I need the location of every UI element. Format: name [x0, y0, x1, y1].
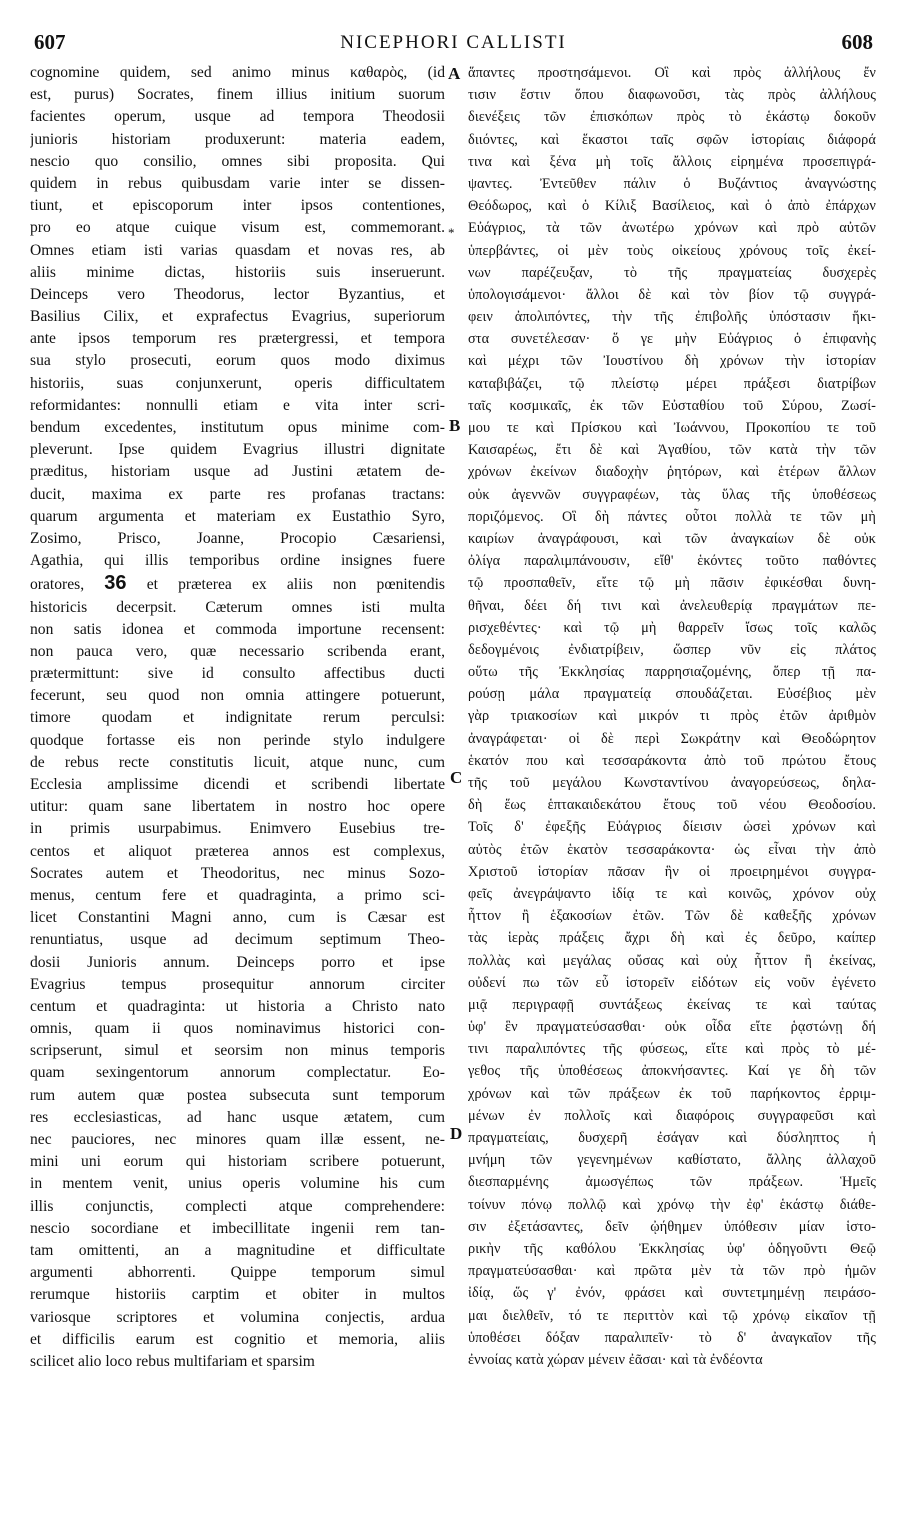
greek-text-line: οὐδενί πω τῶν εὖ ἱστορεῖν εἰδότων εἰς νοῦν ἐγένετο	[468, 974, 876, 991]
greek-text-line: διιόντες, καὶ ἕκαστοι ταῖς σφῶν ἱστορίαις διάφορά	[468, 131, 876, 148]
latin-text-line: facientes operum, usque ad tempora Theodosii	[30, 108, 445, 126]
greek-text-line: τῷ προσπαθεῖν, εἴτε τῷ μὴ πᾶσιν ἐφικέσθαι δυνη-	[468, 575, 876, 592]
latin-text-line: rerumque historiis carptim et obiter in multos	[30, 1286, 445, 1304]
greek-text-line: ἀναγράφεται· οἱ δὲ περὶ Σωκράτην καὶ Θεοδώρητον	[468, 730, 876, 747]
latin-text-line: nescio socordiane et imbecillitate ingenii rem tan-	[30, 1219, 445, 1237]
greek-text-line: ὑφ' ἓν πραγματεύσασθαι· οὐκ οἶδα εἴτε ῥᾳστώνῃ δή	[468, 1019, 876, 1036]
latin-text-line: illis conjunctis, complecti atque comprehendere:	[30, 1197, 445, 1215]
latin-text-line: Evagrius tempus prosequitur annorum circiter	[30, 975, 445, 993]
greek-text-line: σιν ἐξετάσαντες, δεῖν ᾠήθημεν ὑπόθεσιν μίαν ἱστο-	[468, 1218, 876, 1235]
greek-text-line: πραγματείαις, δυσχερῆ ἐσάγαν καὶ δύσληπτος ἡ	[468, 1130, 876, 1146]
greek-text-line: δεδογμένοις ἐνδιατρίβειν, ὥσπερ νῦν εἰς πλάτος	[468, 641, 876, 658]
latin-text-line: in primis usurpabimus. Enimvero Eusebius tre-	[30, 820, 445, 838]
page-number-left: 607	[34, 30, 66, 54]
latin-text-line: Deinceps vero Theodorus, lector Byzantius, et	[30, 285, 445, 303]
latin-text-line: scilicet alio loco rebus multifariam et sparsim	[30, 1352, 315, 1370]
greek-text-line: διενέξεις τῶν ἐπισκόπων πρὸς τὸ ἑκάστῳ δοκοῦν	[468, 109, 876, 126]
latin-text-line: utitur: quam sane libertatem in nostro hoc opere	[30, 798, 445, 816]
section-marker-a: A	[448, 64, 461, 83]
greek-text-line: ὑπερβάντες, οἱ μὲν τοὺς οἰκείους χρόνους τοῖς ἐκεί-	[468, 242, 876, 259]
greek-text-line: στα συνετέλεσαν· ὅ γε μὴν Εὐάγριος ὁ ἐπιφανὴς	[468, 331, 876, 348]
greek-text-line: δὴ ἕως ἑπτακαιδεκάτου ἔτους τοῦ νέου Θεοδοσίου.	[468, 797, 876, 814]
latin-column	[30, 62, 445, 1373]
latin-text-line: fecerunt, seu quod non omnia attingere potuerunt,	[30, 687, 445, 705]
latin-text-line: in mentem venit, unius operis volumine his cum	[30, 1175, 445, 1193]
latin-text-line: nec pauciores, nec minores quam illæ essent, ne-	[30, 1131, 445, 1148]
greek-text-line: μνήμη τῶν γεγενημένων καθίστατο, ἄλλης ἀλλαχοῦ	[468, 1152, 876, 1169]
greek-text-line: ἐννοίας κατὰ χώραν μένειν ἐᾶσαι· καὶ τὰ ἐνδέοντα	[468, 1351, 763, 1368]
marginal-number: 36	[104, 572, 127, 595]
latin-text-line: reformidantes: nonnulli etiam e vita inter scri-	[30, 396, 445, 414]
greek-text-line: τινι παραλιπόντες τῆς φύσεως, εἴτε καὶ πρὸς τὸ μέ-	[468, 1041, 876, 1058]
latin-text-line: nescio quo consilio, omnes sibi proposita. Qui	[30, 152, 445, 170]
latin-text-line: non pauca vero, quæ necessario scribenda erant,	[30, 642, 445, 660]
greek-text-line: τῆς τοῦ μεγάλου Κωνσταντίνου ἀναγορεύσεως, δηλα-	[468, 775, 876, 791]
latin-text-line: Ecclesia amplissime dicendi et scribendi libertate	[30, 776, 445, 793]
latin-text-line: sua stylo prosecuti, eorum quos modo diximus	[30, 352, 445, 370]
latin-text-line: timore quodam et indignitate rerum perculsi:	[30, 709, 445, 727]
latin-text-line: historiis, suas conjunxerunt, operis difficultatem	[30, 374, 445, 392]
greek-text-line: Χριστοῦ ἱστορίαν πᾶσαν ἣν οἱ προειρημένοι συγγρα-	[468, 863, 876, 880]
greek-text-line: ρούσῃ μάλα πραγματείᾳ σπουδάζεται. Εὐσέβιος μὲν	[468, 686, 876, 703]
latin-text-line: Agathia, qui illis temporibus ordine insignes fuere	[30, 552, 445, 570]
greek-text-line: μου τε καὶ Πρίσκου καὶ Ἰωάννου, Προκοπίου τε τοῦ	[468, 420, 876, 436]
section-marker-c: C	[450, 768, 463, 787]
greek-text-line: φειν ἀπολιπόντες, τὴν τῆς ἐπιβολῆς ὑπόστασιν ἥκι-	[468, 309, 876, 326]
latin-text-line: rum autem quæ postea subsecuta sunt temporum	[30, 1086, 445, 1104]
latin-text-line: variosque scriptores et volumina conjectis, ardua	[30, 1308, 445, 1326]
latin-text-line: oratores, 36 et præterea ex aliis non pœnitendis	[30, 572, 445, 595]
greek-text-line: χρόνων καὶ τῶν πράξεων ἐκ τοῦ παρήκοντος ἐρριμ-	[468, 1085, 876, 1102]
latin-text-line: centum et quadraginta: ut historia a Christo nato	[30, 997, 445, 1015]
latin-text-line: ante ipsos temporum res prætergressi, et tempora	[30, 330, 445, 348]
greek-text-line: πολλὰς καὶ μεγάλας οὔσας καὶ οὐχ ἧττον ἢ ἐκείνας,	[468, 952, 876, 969]
footnote-star: *	[448, 225, 455, 240]
latin-text-line: tam omittenti, an a magnitudine et difficultate	[30, 1241, 445, 1259]
greek-text-line: οὕτω τῆς Ἐκκλησίας παρρησιαζομένης, ὅπερ τῇ πα-	[468, 664, 876, 681]
latin-text-line: Basilius Cilix, et exprafectus Evagrius, superiorum	[30, 308, 445, 326]
greek-text-line: καταβιβάζει, τῷ πλείστῳ μέρει πράξεσι διατρίβων	[468, 375, 876, 392]
latin-text-line: et difficilis earum est cognitio et memoria, aliis	[30, 1330, 445, 1348]
greek-text-line: οὐκ ἀγεννῶν συγγραφέων, τὰς ὕλας τῆς ὑποθέσεως	[468, 486, 876, 503]
latin-text-line: licet Constantini Magni anno, cum is Cæsar est	[30, 909, 445, 927]
latin-text-line: centos et aliquot præterea annos est complexus,	[30, 842, 445, 860]
greek-text-line: Καισαρέως, ἔτι δὲ καὶ Ἀγαθίου, τῶν κατὰ τὴν τῶν	[468, 442, 876, 459]
latin-text-line: tiunt, et episcoporum inter ipsos contentiones,	[30, 197, 445, 215]
latin-text-line: de rebus recte constitutis licuit, atque nunc, cum	[30, 753, 445, 771]
greek-text-line: χρόνων ἐκείνων διαδοχὴν ῥητόρων, καὶ ἑτέρων ἄλλων	[468, 464, 876, 481]
latin-text-line: prætermittunt: sive id consulto affectibus ducti	[30, 665, 445, 683]
latin-text-line: mini uni eorum qui historiam scribere potuerunt,	[30, 1153, 445, 1171]
greek-text-line: Θεόδωρος, καὶ ὁ Κίλιξ Βασίλειος, καὶ ὁ ἀπὸ ἐπάρχων	[468, 198, 876, 215]
greek-text-line: Τοῖς δ' ἐφεξῆς Εὐάγριος δίεισιν ὡσεὶ χρόνων καὶ	[468, 819, 876, 836]
latin-text-line: omnis, quam ii quos nominavimus historici con-	[30, 1020, 445, 1038]
latin-text-line: argumenti abhorrenti. Quippe temporum simul	[30, 1264, 445, 1282]
latin-text-line: ducit, maxima ex parte res profanas tractans:	[30, 485, 445, 503]
latin-text-line: Socrates autem et Theodoritus, nec minus Sozo-	[30, 864, 445, 882]
greek-text-line: μαι διελθεῖν, τό τε περιττὸν καὶ τῷ χρόνῳ εἰκαῖον τῇ	[468, 1307, 876, 1324]
greek-text-line: ὑπολογισάμενοι· ἄλλοι δὲ καὶ τὸν βίον τῷ συγγρά-	[468, 286, 876, 303]
latin-text-line: cognomine quidem, sed animo minus καθαρὸς, (id	[30, 64, 445, 81]
latin-text-line: Omnes etiam isti varias quasdam et novas res, ab	[30, 241, 445, 259]
greek-text-line: φεῖς ἀνεγράψαντο ἰδίᾳ τε καὶ κοινῶς, χρόνον οὐχ	[468, 885, 876, 902]
greek-text-line: αὐτὸς ἐτῶν ἑκατὸν τεσσαράκοντα· ὡς εἶναι τὴν ἀπὸ	[468, 841, 876, 858]
latin-text-line: bendum excedentes, institutum opus minime com-	[30, 419, 445, 436]
greek-text-line: τινα καὶ ξένα μὴ τοῖς ἄλλοις εἰρημένα προσεπιγρά-	[468, 153, 876, 170]
latin-text-line: aliis minime dictas, historiis suis inseruerunt.	[30, 263, 445, 281]
greek-text-line: γὰρ τριακοσίων καὶ μικρόν τι πρὸς ἐτῶν ἀριθμὸν	[468, 708, 876, 725]
latin-text-line: Zosimo, Prisco, Joanne, Procopio Cæsariensi,	[30, 529, 445, 547]
latin-text-line: non satis idonea et commoda importune recensent:	[30, 620, 445, 638]
greek-text-line: τοίνυν πόνῳ πολλῷ καὶ χρόνῳ τὴν ἐφ' ἑκάστῳ διάθε-	[468, 1196, 876, 1213]
greek-text-line: διεσπαρμένης ἀμωσγέπως τῶν πράξεων. Ἡμεῖς	[468, 1174, 876, 1191]
greek-text-line: μιᾷ περιγραφῇ συντάξεως ἐκείνας τε καὶ ταύτας	[468, 996, 876, 1013]
page-number-right: 608	[841, 30, 873, 54]
greek-text-line: γεθος τῆς ὑποθέσεως ἀποκνήσαντες. Καί γε δὴ τῶν	[468, 1063, 876, 1080]
latin-text-line: menus, centum fere et quadraginta, a primo sci-	[30, 886, 445, 904]
running-title: NICEPHORI CALLISTI	[340, 32, 567, 53]
greek-text-line: μένων ἐν πολλοῖς καὶ διαφόροις συγγραφεῦσι καὶ	[468, 1107, 876, 1124]
greek-text-line: θῆναι, δέει δή τινι καὶ ἀνελευθερίᾳ πραγμάτων πε-	[468, 597, 876, 614]
greek-text-line: ρικὴν τῆς καθόλου Ἐκκλησίας ὑφ' ὁδηγοῦντι Θεῷ	[468, 1240, 876, 1257]
greek-column	[468, 62, 876, 1371]
greek-text-line: ὑποθέσει δόξαν παραλιπεῖν· τὸ δ' ἀναγκαῖον τῆς	[468, 1329, 876, 1346]
latin-text-line: junioris historiam produxerunt: materia eadem,	[30, 130, 445, 148]
greek-text-line: ψαντες. Ἐντεῦθεν πάλιν ὁ Βυζάντιος ἀναγνώστης	[468, 175, 876, 192]
greek-text-line: τισιν ἔστιν ὅπου διαφωνοῦσι, τὰς πρὸς ἀλλήλους	[468, 87, 876, 104]
latin-text-line: est, purus) Socrates, finem illius initium suorum	[30, 86, 445, 104]
section-marker-b: B	[449, 416, 461, 435]
greek-text-line: τὰς ἱερὰς πράξεις ἄχρι δὴ καὶ ἐς δεῦρο, καίπερ	[468, 930, 876, 947]
latin-text-line: pro eo atque cuique visum est, commemorant.	[30, 219, 445, 237]
greek-text-line: ρισχεθέντες· καὶ τῷ μὴ θαρρεῖν ἴσως τοῖς καλῶς	[468, 619, 876, 636]
latin-text-line: scripserunt, simul et seorsim non minus temporis	[30, 1042, 445, 1060]
latin-text-line: præditus, historiam usque ad Justini ætatem de-	[30, 463, 445, 481]
greek-text-line: ὀλίγα παραλιμπάνουσιν, εἴθ' ἑκόντες τοῦτο παθόντες	[468, 553, 876, 570]
section-marker-d: D	[450, 1124, 463, 1143]
greek-text-line: ἰδίᾳ, ὥς γ' ἐνόν, φράσει καὶ συντετμημένῃ πειράσο-	[468, 1285, 876, 1302]
greek-text-line: ἑκατόν που καὶ τεσσαράκοντα ἀπὸ τοῦ πρώτου ἔτους	[468, 752, 876, 769]
latin-text-line: quidem in rebus quibusdam varie inter se dissen-	[30, 174, 445, 192]
latin-text-line: historicis decerpsit. Cæterum omnes isti multa	[30, 598, 445, 616]
greek-text-line: Εὐάγριος, τὰ τῶν ἀνωτέρω χρόνων καὶ πρὸ αὐτῶν	[468, 220, 876, 237]
greek-text-line: νων παρέζευξαν, τὸ τῆς πραγματείας δυσχερὲς	[468, 264, 876, 281]
greek-text-line: πραγματεύσασθαι· καὶ πρῶτα μὲν τὰ τῶν πρὸ ἡμῶν	[468, 1263, 876, 1280]
greek-text-line: ἅπαντες προστησάμενοι. Οἳ καὶ πρὸς ἀλλήλους ἔν	[468, 65, 876, 81]
page-header	[34, 30, 873, 58]
latin-text-line: quam sexingentorum annorum complectatur. Eo-	[30, 1064, 445, 1082]
latin-text-line: dosii Junioris annum. Deinceps porro et ipse	[30, 953, 445, 971]
greek-text-line: ταῖς κοσμικαῖς, ἐκ τῶν Εὐσταθίου τοῦ Σύρου, Ζωσί-	[468, 397, 876, 414]
latin-text-line: pleverunt. Ipse quidem Evagrius illustri dignitate	[30, 441, 445, 459]
latin-text-line: quarum argumenta et materiam ex Eustathio Syro,	[30, 507, 445, 525]
latin-text-line: renuntiatus, usque ad decimum septimum Theo-	[30, 931, 445, 949]
latin-text-line: quodque fortasse eis non perinde stylo indulgere	[30, 731, 445, 749]
latin-text-line: res ecclesiasticas, ad hanc usque ætatem, cum	[30, 1108, 445, 1126]
greek-text-line: καὶ μέχρι τῶν Ἰουστίνου δὴ χρόνων τὴν ἱστορίαν	[468, 353, 876, 370]
greek-text-line: ἧττον ἢ ἑξακοσίων ἐτῶν. Τῶν δὲ καθεξῆς χρόνων	[468, 908, 876, 925]
greek-text-line: ποριζόμενος. Οἳ δὴ πάντες οὗτοι πολλὰ τε τῶν μὴ	[468, 508, 876, 525]
greek-text-line: καιρίων ἀναγράφουσι, καὶ τῶν ἀναγκαίων δὲ οὐκ	[468, 530, 876, 547]
